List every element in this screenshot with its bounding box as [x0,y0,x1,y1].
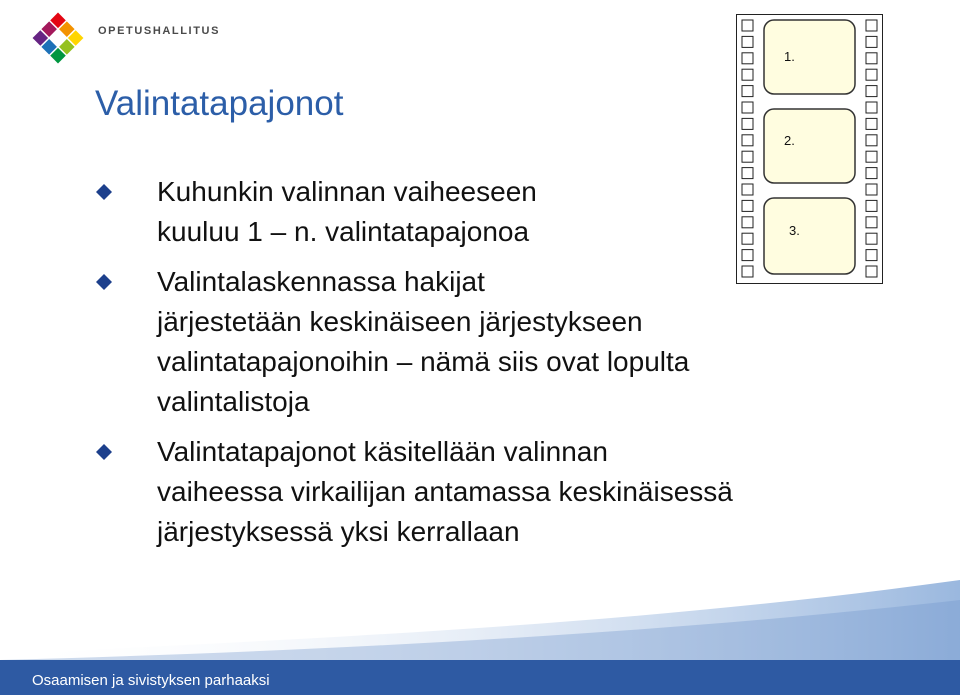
film-perforation [742,250,753,261]
film-perforation [742,233,753,244]
film-perforation [742,266,753,277]
film-perforation [866,53,877,64]
film-perforation [866,36,877,47]
bullet-item-2 [0,262,733,422]
film-perforation [866,200,877,211]
film-perforation [866,168,877,179]
film-perforation [742,69,753,80]
bullet-line: Kuhunkin valinnan vaiheeseen [157,176,537,207]
bullet-line: valintalistoja [157,386,310,417]
film-perforation [866,86,877,97]
film-perforation [866,20,877,31]
film-perforation [742,217,753,228]
film-perforation [866,233,877,244]
film-perforation [742,118,753,129]
film-perforation [742,184,753,195]
footer-bar [0,660,960,695]
film-perforation [742,20,753,31]
bullet-line: Valintatapajonot käsitellään valinnan [157,436,608,467]
film-perforation [742,135,753,146]
film-perforation [866,102,877,113]
footer-slogan: Osaamisen ja sivistyksen parhaaksi [32,672,270,689]
bullet-item-1 [0,172,733,252]
bullet-line: järjestyksessä yksi kerrallaan [157,516,520,547]
film-perforation [866,151,877,162]
bullet-line: valintatapajonoihin – nämä siis ovat lopulta [157,346,690,377]
film-perforation [866,135,877,146]
film-perforation [742,151,753,162]
filmstrip-illustration [736,14,883,284]
bullet-item-3 [0,432,733,552]
film-perforation [742,36,753,47]
bullet-line: järjestetään keskinäiseen järjestykseen [157,306,643,337]
opetushallitus-logo-icon [28,8,88,68]
bullet-list [0,172,733,562]
film-perforation [866,217,877,228]
film-frame-1 [764,20,855,94]
film-perforation [866,69,877,80]
film-perforation [866,266,877,277]
footer-wave-decoration [0,560,960,670]
film-perforation [866,250,877,261]
bullet-line: kuuluu 1 – n. valintatapajonoa [157,216,530,247]
diamond-bullet-icon [96,184,112,200]
film-frame-2 [764,109,855,183]
film-frame-label-1: 1. [784,49,795,64]
film-perforation [866,184,877,195]
diamond-bullet-icon [96,444,112,460]
bullet-line: vaiheessa virkailijan antamassa keskinäisessä [157,476,733,507]
film-frame-label-3: 3. [789,223,800,238]
film-perforation [866,118,877,129]
film-frame-3 [764,198,855,274]
film-perforation [742,53,753,64]
film-perforation [742,168,753,179]
diamond-bullet-icon [96,274,112,290]
logo-text: OPETUSHALLITUS [98,25,221,37]
bullet-line: Valintalaskennassa hakijat [157,266,485,297]
film-perforation [742,200,753,211]
film-perforation [742,86,753,97]
film-frame-label-2: 2. [784,133,795,148]
slide-title: Valintatapajonot [95,84,344,123]
film-perforation [742,102,753,113]
